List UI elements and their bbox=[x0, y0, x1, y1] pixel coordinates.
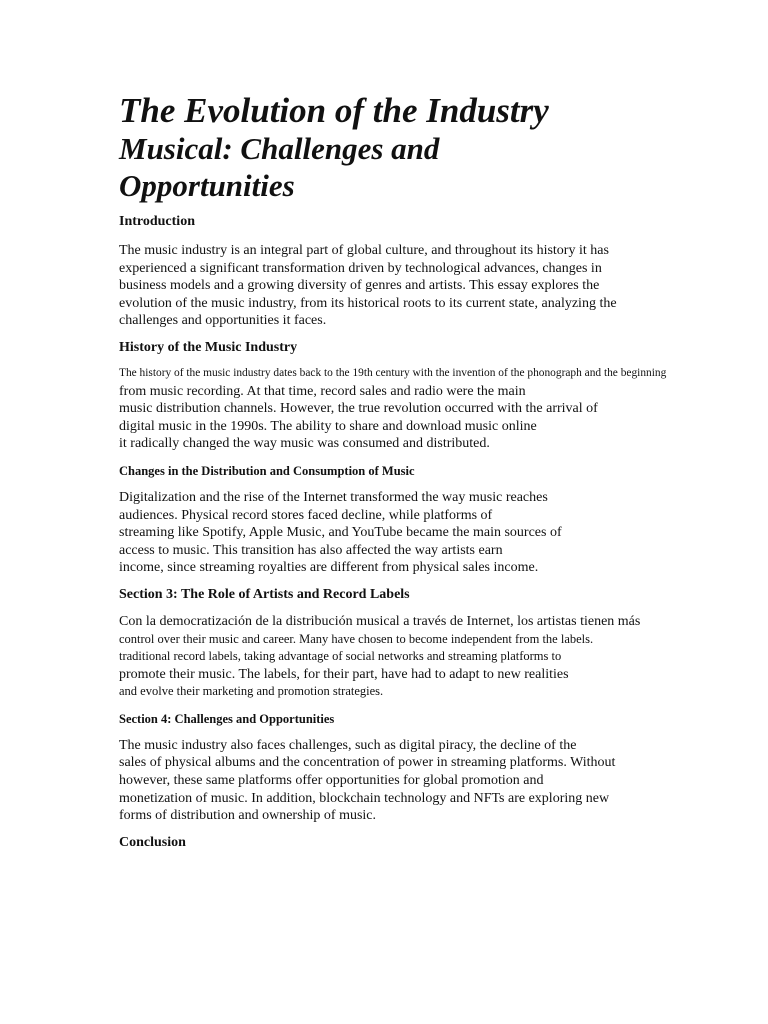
paragraph-history bbox=[119, 365, 759, 453]
text-line: streaming like Spotify, Apple Music, and YouTube became the main sources of bbox=[119, 525, 562, 541]
text-line: Con la democratización de la distribución musical a través de Internet, los artistas tienen más bbox=[119, 613, 641, 629]
paragraph-artists-labels bbox=[119, 613, 759, 701]
title-line: Opportunities bbox=[119, 168, 295, 203]
text-line: traditional record labels, taking advantage of social networks and streaming platforms to bbox=[119, 649, 562, 664]
text-line: The history of the music industry dates back to the 19th century with the invention of the phonograph and the beginning bbox=[119, 366, 667, 379]
section-heading-artists-labels: Section 3: The Role of Artists and Record Labels bbox=[119, 586, 410, 602]
section-heading-history: History of the Music Industry bbox=[119, 339, 298, 355]
text-line: music distribution channels. However, the true revolution occurred with the arrival of bbox=[119, 401, 598, 417]
paragraph-introduction bbox=[119, 242, 759, 330]
text-line: digital music in the 1990s. The ability to share and download music online bbox=[119, 418, 537, 434]
section-heading-changes: Changes in the Distribution and Consumption of Music bbox=[119, 463, 415, 478]
text-line: challenges and opportunities it faces. bbox=[119, 313, 327, 329]
section-heading-introduction: Introduction bbox=[119, 214, 195, 229]
paragraph-changes bbox=[119, 489, 759, 577]
text-line: income, since streaming royalties are different from physical sales income. bbox=[119, 560, 539, 576]
section-heading-conclusion: Conclusion bbox=[119, 834, 186, 850]
text-line: access to music. This transition has also affected the way artists earn bbox=[119, 542, 503, 558]
paragraph-challenges bbox=[119, 737, 759, 825]
text-line: control over their music and career. Many have chosen to become independent from the labels. bbox=[119, 631, 594, 646]
text-line: forms of distribution and ownership of music. bbox=[119, 808, 377, 824]
text-line: from music recording. At that time, record sales and radio were the main bbox=[119, 383, 526, 399]
title-line: Musical: Challenges and bbox=[119, 131, 440, 166]
text-line: however, these same platforms offer opportunities for global promotion and bbox=[119, 773, 544, 789]
text-line: promote their music. The labels, for their part, have had to adapt to new realities bbox=[119, 666, 569, 682]
document-title bbox=[119, 92, 759, 204]
text-line: The music industry is an integral part of global culture, and throughout its history it has bbox=[119, 243, 609, 258]
title-line: The Evolution of the Industry bbox=[119, 91, 549, 130]
document-page bbox=[119, 92, 759, 852]
text-line: evolution of the music industry, from its historical roots to its current state, analyzing the bbox=[119, 295, 617, 311]
text-line: monetization of music. In addition, blockchain technology and NFTs are exploring new bbox=[119, 790, 610, 806]
text-line: Digitalization and the rise of the Internet transformed the way music reaches bbox=[119, 489, 548, 505]
text-line: audiences. Physical record stores faced decline, while platforms of bbox=[119, 507, 493, 523]
text-line: The music industry also faces challenges, such as digital piracy, the decline of the bbox=[119, 737, 577, 753]
text-line: experienced a significant transformation driven by technological advances, changes in bbox=[119, 260, 602, 276]
text-line: business models and a growing diversity of genres and artists. This essay explores the bbox=[119, 278, 600, 294]
text-line: it radically changed the way music was consumed and distributed. bbox=[119, 436, 490, 452]
text-line: sales of physical albums and the concentration of power in streaming platforms. Without bbox=[119, 755, 616, 771]
text-line: and evolve their marketing and promotion strategies. bbox=[119, 684, 384, 699]
section-heading-challenges: Section 4: Challenges and Opportunities bbox=[119, 711, 335, 726]
